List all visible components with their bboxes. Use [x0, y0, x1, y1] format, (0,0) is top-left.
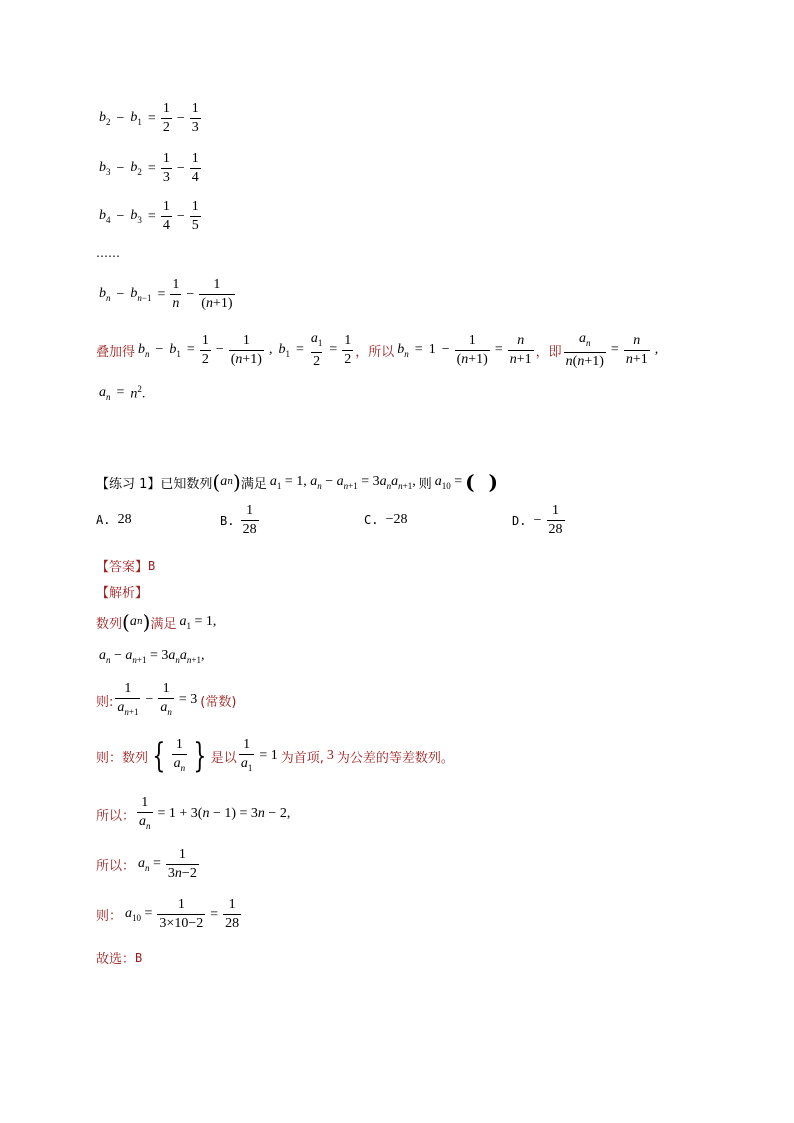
analysis-final: 故选： B — [96, 950, 143, 967]
sum-mid2: ，即 — [535, 344, 562, 360]
derivation-row-n: $b_n$ − $b_{n-1}$ = $\frac{1}{n}$ − $\frac{1}{(n+1)}$ — [99, 277, 233, 311]
answer-line — [96, 556, 155, 575]
analysis-line-7: 则： $a_{10}$ = $\frac{1}{3\times 10-2}$ = $\frac{1}{28}$ — [96, 897, 240, 931]
option-d[interactable]: D. − $\frac{1}{28}$ — [512, 503, 563, 537]
sum-prefix: 叠加得 — [96, 344, 136, 360]
summation-line: 叠加得 $b_n$ − $b_1$ = $\frac{1}{2}$ − $\frac{1}{(n+1)}$ , $b_1$ = $\frac{a_1}{2}$ = $\frac{1}{2}$ ，所以 $b_n$ = 1 − $\frac{1}{(n+1)}$ = $\frac{n}{n+1}$ ，即 $\frac{a_n}{n(n+1)}$ = $\frac{n}{n+1}$ , — [96, 331, 659, 369]
analysis-line-1: 数列 ( a n ) 满足 $a_1 = 1$, — [96, 610, 217, 634]
derivation-result: $a_n$ = $n^2$. — [99, 384, 146, 402]
answer-value: B — [148, 558, 156, 573]
analysis-line-6: 所以： $a_n$ = $\frac{1}{3n-2}$ — [96, 847, 197, 881]
analysis-label: 【解析】 — [96, 586, 149, 601]
derivation-row-2: $b_3$ − $b_2$ = $\frac{1}{3}$ − $\frac{1}{4}$ — [99, 151, 199, 185]
option-a[interactable]: A. 28 — [96, 512, 132, 527]
option-b[interactable]: B. $\frac{1}{28}$ — [220, 503, 257, 537]
derivation-row-1: $b_2$ − $b_1$ = $\frac{1}{2}$ − $\frac{1}{3}$ — [99, 101, 199, 135]
exercise-stem: 【练习 1】 已知数列 ( a n ) 满足 $a_1 = 1$, $a_n - a_{n+1} = 3a_na_{n+1}$, 则 $a_{10}$ = ( ) — [96, 470, 499, 494]
derivation-row-3: $b_4$ − $b_3$ = $\frac{1}{4}$ − $\frac{1}{5}$ — [99, 199, 199, 233]
analysis-line-5: 所以： $\frac{1}{a_n}$ = 1 + 3(n − 1) = 3n − 2, — [96, 794, 293, 835]
option-c[interactable]: C. −28 — [364, 512, 408, 527]
analysis-line-4: 则：数列 { $\frac{1}{a_n}$ } 是以 $\frac{1}{a_1}$ = 1 为首项, 3 为公差的等差数列。 — [96, 736, 454, 777]
answer-label: 【答案】 — [96, 560, 149, 575]
analysis-line-2: $a_n - a_{n+1} = 3a_na_{n+1}$, — [99, 648, 205, 665]
exercise-tag: 【练习 1】 — [96, 476, 161, 492]
analysis-line-3: 则: $\frac{1}{a_{n+1}}$ − $\frac{1}{a_n}$ = 3 (常数) — [96, 680, 236, 721]
derivation-ellipsis: …… — [96, 246, 120, 260]
sum-mid: ，所以 — [355, 344, 395, 360]
